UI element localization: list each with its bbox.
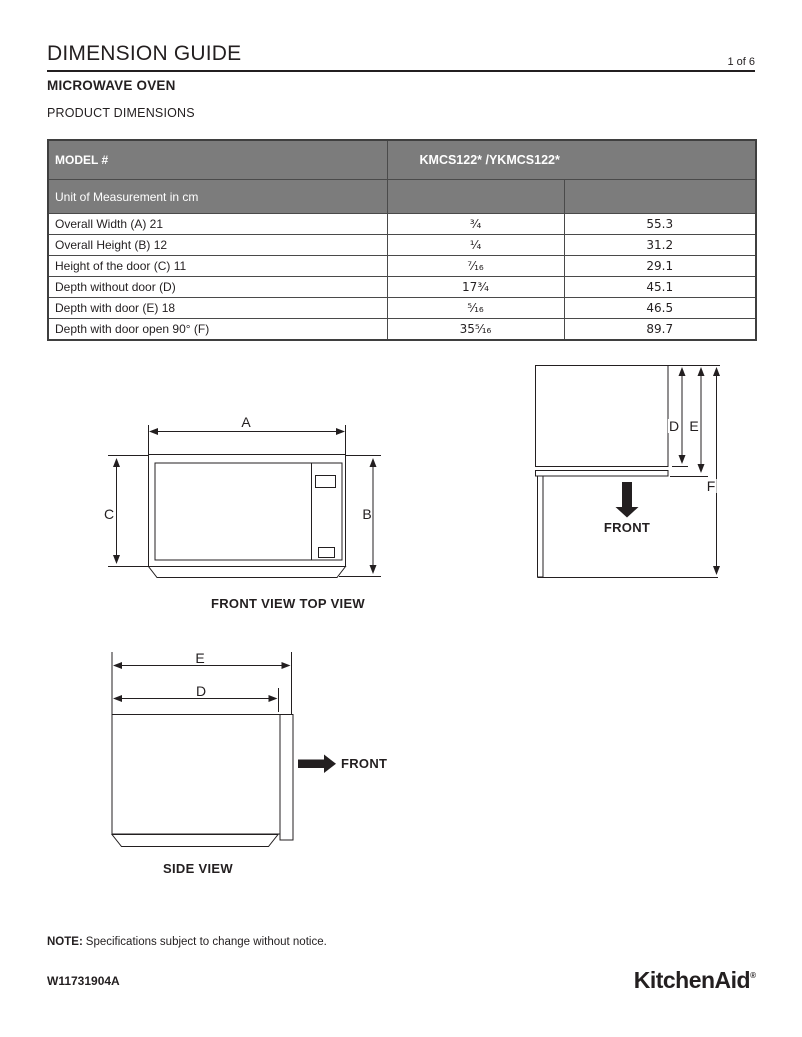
- dim-label-d-top: D: [668, 418, 680, 434]
- cm-value-cell: 55.3: [564, 214, 756, 235]
- dim-label-f: F: [706, 478, 716, 494]
- front-view-drawing: [108, 425, 381, 578]
- note-text: Specifications subject to change without notice.: [85, 936, 327, 948]
- dim-label-d-side: D: [195, 683, 207, 699]
- part-number: W11731904A: [47, 974, 120, 988]
- inches-value-cell: ³⁄₄: [387, 214, 564, 235]
- dim-label-e-top: E: [689, 418, 699, 434]
- dim-label-e-side: E: [195, 650, 205, 666]
- registered-trademark-icon: ®: [750, 971, 756, 980]
- brand-name: KitchenAid: [633, 967, 751, 993]
- dim-label-c: C: [103, 506, 115, 522]
- side-view-drawing: [112, 652, 336, 847]
- inches-value-cell: 17³⁄₄: [387, 277, 564, 298]
- dimension-label-cell: Overall Height (B) 12: [48, 235, 387, 256]
- inches-value-cell: ⁷⁄₁₆: [387, 256, 564, 277]
- inches-value-cell: 35⁵⁄₁₆: [387, 319, 564, 341]
- dimension-label-cell: Depth without door (D): [48, 277, 387, 298]
- model-header-cell: MODEL #: [48, 140, 387, 180]
- note-line: [47, 936, 327, 948]
- cm-value-cell: 29.1: [564, 256, 756, 277]
- dimension-label-cell: Depth with door (E) 18: [48, 298, 387, 319]
- dim-label-b: B: [362, 506, 372, 522]
- front-direction-arrow-right-icon: [298, 755, 336, 774]
- front-label-top-view: FRONT: [603, 520, 651, 535]
- kitchenaid-logo: [634, 967, 756, 994]
- product-title: MICROWAVE OVEN: [47, 78, 176, 93]
- dim-label-a: A: [241, 414, 251, 430]
- unit-label-cell: Unit of Measurement in cm: [48, 180, 387, 214]
- note-label: NOTE:: [47, 936, 83, 948]
- cm-value-cell: 89.7: [564, 319, 756, 341]
- top-view-drawing: [536, 366, 721, 578]
- page-indicator: 1 of 6: [727, 56, 755, 68]
- page-title: DIMENSION GUIDE: [47, 42, 242, 65]
- cm-value-cell: 46.5: [564, 298, 756, 319]
- cm-value-cell: 31.2: [564, 235, 756, 256]
- model-value-cell: KMCS122* /YKMCS122*: [387, 140, 756, 180]
- cm-value-cell: 45.1: [564, 277, 756, 298]
- inches-value-cell: ¹⁄₄: [387, 235, 564, 256]
- front-label-side-view: FRONT: [341, 756, 388, 771]
- dimension-label-cell: Height of the door (C) 11: [48, 256, 387, 277]
- dimension-label-cell: Depth with door open 90° (F): [48, 319, 387, 341]
- side-view-caption: SIDE VIEW: [163, 861, 233, 876]
- front-view-caption: FRONT VIEW TOP VIEW: [210, 596, 366, 611]
- front-direction-arrow-down-icon: [616, 482, 639, 518]
- dimension-label-cell: Overall Width (A) 21: [48, 214, 387, 235]
- inches-value-cell: ⁵⁄₁₆: [387, 298, 564, 319]
- section-title: PRODUCT DIMENSIONS: [47, 106, 195, 120]
